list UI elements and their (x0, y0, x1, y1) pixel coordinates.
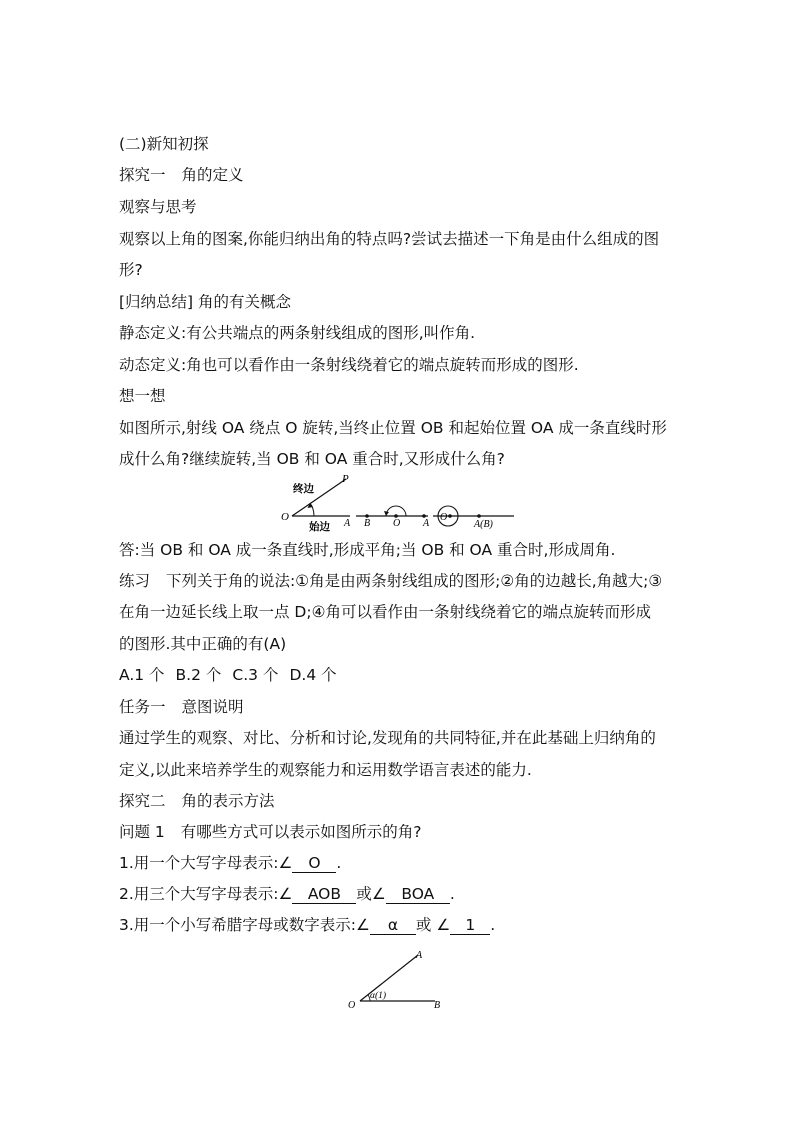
exercise-text-1: 下列关于角的说法:①角是由两条射线组成的图形;②角的边越长,角越大;③ (166, 572, 663, 590)
method2-blank2: BOA (386, 886, 450, 904)
question1-text: 有哪些方式可以表示如图所示的角? (180, 823, 422, 841)
method1-prefix: 1.用一个大写字母表示:∠ (119, 854, 293, 872)
exercise-label: 练习 (119, 572, 151, 590)
intent-line1: 通过学生的观察、对比、分析和讨论,发现角的共同特征,并在此基础上归纳角的 (119, 729, 656, 747)
label-a-1: A (344, 518, 351, 529)
observe-text-line1: 观察以上角的图案,你能归纳出角的特点吗?尝试去描述一下角是由什么组成的图 (119, 230, 660, 248)
task1-heading (119, 697, 244, 717)
option-c: C.3 个 (232, 666, 279, 684)
method3-suffix: . (490, 916, 496, 934)
static-definition: 静态定义:有公共端点的两条射线组成的图形,叫作角. (119, 324, 476, 342)
option-d: D.4 个 (289, 666, 337, 684)
explore1-label: 探究一 (119, 166, 166, 184)
method2-blank1: AOB (292, 886, 356, 904)
intent-line2: 定义,以此来培养学生的观察能力和运用数学语言表述的能力. (119, 761, 532, 779)
method3-prefix: 3.用一个小写希腊字母或数字表示:∠ (119, 916, 370, 934)
rotation-figure (278, 470, 518, 532)
label-o: O (348, 1000, 356, 1011)
exercise-line3: 的图形.其中正确的有(A) (119, 635, 287, 653)
task1-label: 任务一 (119, 698, 166, 716)
label-p: P (342, 473, 349, 485)
method3 (119, 915, 495, 935)
method1 (119, 853, 341, 873)
summary-title: 角的有关概念 (198, 293, 292, 311)
dynamic-definition: 动态定义:角也可以看作由一条射线绕着它的端点旋转而形成的图形. (119, 356, 579, 374)
explore2-title: 角的表示方法 (181, 792, 275, 810)
label-final-side: 终边 (293, 483, 314, 495)
summary-tag: [归纳总结] (119, 293, 194, 311)
method3-blank1: α (370, 917, 416, 935)
label-ab: A(B) (474, 519, 493, 530)
method1-blank: O (292, 855, 336, 873)
ray-oa (360, 955, 418, 1001)
method3-mid: 或 ∠ (415, 916, 451, 934)
label-a: A (416, 950, 423, 961)
method1-suffix: . (336, 854, 342, 872)
exercise-line2: 在角一边延长线上取一点 D;④角可以看作由一条射线绕着它的端点旋转而形成 (119, 603, 651, 621)
question1-label: 问题 1 (119, 823, 165, 841)
explore1-heading (119, 165, 244, 185)
label-b: B (364, 518, 371, 529)
think-text-line1: 如图所示,射线 OA 绕点 O 旋转,当终止位置 OB 和起始位置 OA 成一条直线时形 (119, 419, 667, 437)
angle-label: α(1) (370, 991, 387, 1001)
explore1-title: 角的定义 (181, 166, 244, 184)
exercise-options (119, 665, 337, 685)
method2-mid: 或∠ (356, 885, 386, 903)
think-heading: 想一想 (119, 387, 166, 405)
option-a: A.1 个 (119, 666, 165, 684)
label-o-2: O (393, 518, 401, 529)
label-a-2: A (423, 518, 430, 529)
observe-heading: 观察与思考 (119, 198, 197, 216)
method2-prefix: 2.用三个大写字母表示:∠ (119, 885, 293, 903)
observe-text-line2: 形? (119, 261, 143, 279)
method2 (119, 884, 455, 904)
label-o-3: O (440, 512, 448, 523)
summary-heading (119, 292, 291, 312)
question1 (119, 822, 422, 842)
label-b: B (434, 1000, 441, 1011)
method2-suffix: . (449, 885, 455, 903)
method3-blank2: 1 (450, 917, 490, 935)
point-o-3 (448, 514, 452, 518)
explore2-label: 探究二 (119, 792, 166, 810)
option-b: B.2 个 (175, 666, 222, 684)
task1-title: 意图说明 (181, 698, 244, 716)
point-ab (477, 514, 481, 518)
arrow-icon (384, 511, 389, 516)
explore2-heading (119, 791, 275, 811)
answer-text: 答:当 OB 和 OA 成一条直线时,形成平角;当 OB 和 OA 重合时,形成周角. (119, 541, 616, 559)
label-o-1: O (281, 511, 289, 523)
angle-aob-figure (343, 945, 453, 1015)
exercise-line1 (119, 571, 662, 591)
label-initial-side: 始边 (309, 521, 330, 532)
think-text-line2: 成什么角?继续旋转,当 OB 和 OA 重合时,又形成什么角? (119, 450, 505, 468)
section-heading: (二)新知初探 (119, 135, 209, 153)
